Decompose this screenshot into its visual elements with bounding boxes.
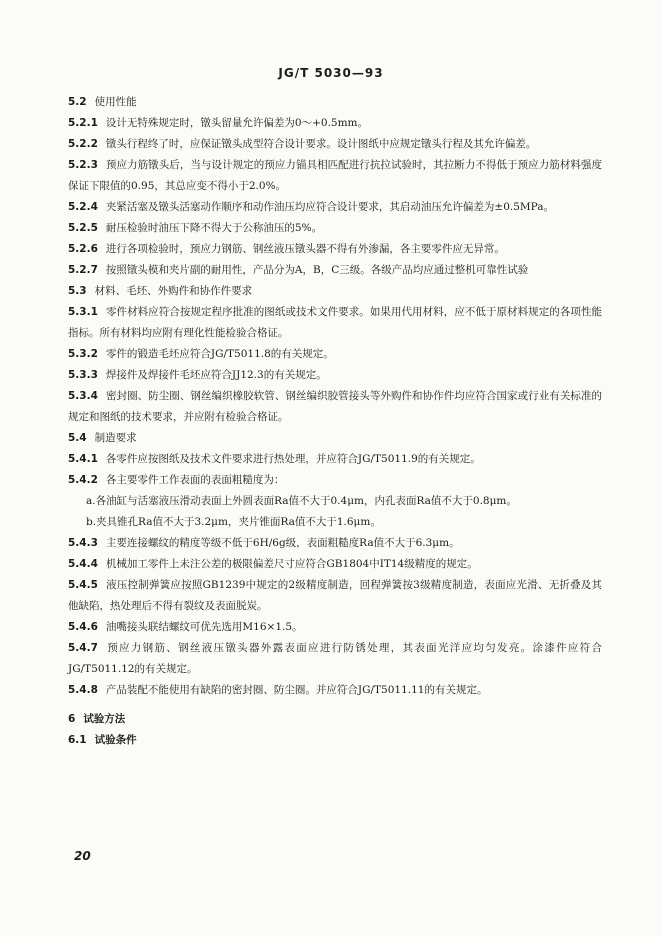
clause-text: 零件材料应符合按规定程序批准的图纸或技术文件要求。如果用代用材料，应不低于原材料规定的各项性能指标。所有材料均应附有理化性能检验合格证。 — [68, 306, 602, 339]
clause-number: 5.2.3 — [68, 159, 98, 171]
clause-text: 使用性能 — [94, 96, 137, 108]
clause-number: 5.4.2 — [68, 474, 98, 486]
clause-text: 制造要求 — [94, 432, 137, 444]
clause-5-4-8 — [68, 680, 602, 701]
clause-number: 5.4.3 — [68, 537, 98, 549]
clause-number: 5.3.3 — [68, 369, 98, 381]
clause-5-3-1 — [68, 302, 602, 344]
clause-number: 5.2 — [68, 96, 87, 108]
clause-5-2-3 — [68, 155, 602, 197]
section-title: 试验条件 — [94, 734, 137, 746]
clause-5-2-5 — [68, 218, 602, 239]
clause-5-4-2-a — [68, 491, 602, 512]
clause-5-4-2 — [68, 470, 602, 491]
section-number: 6 — [68, 713, 76, 725]
clause-5-2-2 — [68, 134, 602, 155]
clause-number: 5.2.5 — [68, 222, 98, 234]
clause-text: 进行各项检验时，预应力钢筋、钢丝液压镦头器不得有外渗漏，各主要零件应无异常。 — [105, 243, 505, 255]
clause-5-2 — [68, 92, 602, 113]
clause-text: 产品装配不能使用有缺陷的密封圈、防尘圈。并应符合JG/T5011.11的有关规定。 — [105, 684, 488, 696]
clause-number: 5.4.6 — [68, 621, 98, 633]
clause-text: 材料、毛坯、外购件和协作件要求 — [94, 285, 253, 297]
clause-text: 预应力钢筋、钢丝液压镦头器外露表面应进行防锈处理，其表面光洋应均匀发亮。涂漆件应符合JG/T5011.12的有关规定。 — [68, 642, 602, 675]
clause-number: 5.4.8 — [68, 684, 98, 696]
clause-5-3-2 — [68, 344, 602, 365]
clause-text: 各零件应按图纸及技术文件要求进行热处理，并应符合JG/T5011.9的有关规定。 — [105, 453, 481, 465]
clause-5-3-3 — [68, 365, 602, 386]
clause-number: 5.3.4 — [68, 390, 98, 402]
clause-text: 预应力筋镦头后，当与设计规定的预应力锚具相匹配进行抗拉试验时，其拉断力不得低于预应力筋材料强度保证下限值的0.95，其总应变不得小于2.0%。 — [68, 159, 602, 192]
clause-text: 零件的锻造毛坯应符合JG/T5011.8的有关规定。 — [105, 348, 334, 360]
clause-text: 密封圈、防尘圈、钢丝编织橡胶软管、钢丝编织胶管接头等外购件和协作件均应符合国家或行业有关标准的规定和图纸的技术要求，并应附有检验合格证。 — [68, 390, 602, 423]
clause-5-4-1 — [68, 449, 602, 470]
clause-number: 5.4.4 — [68, 558, 98, 570]
clause-5-4-2-b — [68, 512, 602, 533]
clause-text: 液压控制弹簧应按照GB1239中规定的2级精度制造，回程弹簧按3级精度制造，表面应光滑、无折叠及其他缺陷，热处理后不得有裂纹及表面脱炭。 — [68, 579, 602, 612]
clause-number: 5.4.5 — [68, 579, 98, 591]
clause-number: 5.3.1 — [68, 306, 98, 318]
clause-number: 5.2.1 — [68, 117, 98, 129]
clause-5-3-4 — [68, 386, 602, 428]
clause-5-2-7 — [68, 260, 602, 281]
section-number: 6.1 — [68, 734, 87, 746]
clause-5-3 — [68, 281, 602, 302]
clause-text: b.夹具锥孔Ra值不大于3.2μm，夹片锥面Ra值不大于1.6μm。 — [86, 516, 381, 528]
clause-text: 焊接件及焊接件毛坯应符合JJ12.3的有关规定。 — [105, 369, 327, 381]
clause-text: 各主要零件工作表面的表面粗糙度为： — [105, 474, 285, 486]
clause-5-4-7 — [68, 638, 602, 680]
clause-5-2-6 — [68, 239, 602, 260]
clause-text: 油嘴接头联结螺纹可优先选用M16×1.5。 — [105, 621, 303, 633]
clause-5-4-3 — [68, 533, 602, 554]
clause-number: 5.4 — [68, 432, 87, 444]
clause-5-4 — [68, 428, 602, 449]
page-number: 20 — [74, 849, 91, 863]
clause-number: 5.2.7 — [68, 264, 98, 276]
clause-text: 镦头行程终了时，应保证镦头成型符合设计要求。设计图纸中应规定镦头行程及其允许偏差。 — [105, 138, 537, 150]
clause-number: 5.3 — [68, 285, 87, 297]
section-6-1-heading — [68, 730, 602, 751]
clause-text: 按照镦头模和夹片副的耐用性，产品分为A，B，C三级。各级产品均应通过整机可靠性试验 — [105, 264, 529, 276]
section-title: 试验方法 — [83, 713, 126, 725]
clause-5-2-1 — [68, 113, 602, 134]
clause-5-4-6 — [68, 617, 602, 638]
clause-5-4-5 — [68, 575, 602, 617]
clause-text: a.各油缸与活塞液压滑动表面上外圆表面Ra值不大于0.4μm，内孔表面Ra值不大于0.8μm。 — [86, 495, 517, 507]
clause-number: 5.2.2 — [68, 138, 98, 150]
clause-5-2-4 — [68, 197, 602, 218]
clause-number: 5.4.1 — [68, 453, 98, 465]
section-6-heading — [68, 709, 602, 730]
clause-number: 5.3.2 — [68, 348, 98, 360]
page-header: JG/T 5030—93 — [278, 66, 384, 80]
clause-text: 耐压检验时油压下降不得大于公称油压的5%。 — [105, 222, 323, 234]
clause-text: 机械加工零件上未注公差的极限偏差尺寸应符合GB1804中IT14级精度的规定。 — [105, 558, 478, 570]
body-text — [68, 92, 602, 751]
clause-number: 5.2.6 — [68, 243, 98, 255]
clause-text: 设计无特殊规定时，镦头留量允许偏差为0～+0.5mm。 — [105, 117, 368, 129]
clause-text: 主要连接螺纹的精度等级不低于6H/6g级，表面粗糙度Ra值不大于6.3μm。 — [105, 537, 460, 549]
clause-number: 5.4.7 — [68, 642, 98, 654]
clause-text: 夹紧活塞及镦头活塞动作顺序和动作油压均应符合设计要求，其启动油压允许偏差为±0.5MPa。 — [105, 201, 555, 213]
clause-5-4-4 — [68, 554, 602, 575]
clause-number: 5.2.4 — [68, 201, 98, 213]
